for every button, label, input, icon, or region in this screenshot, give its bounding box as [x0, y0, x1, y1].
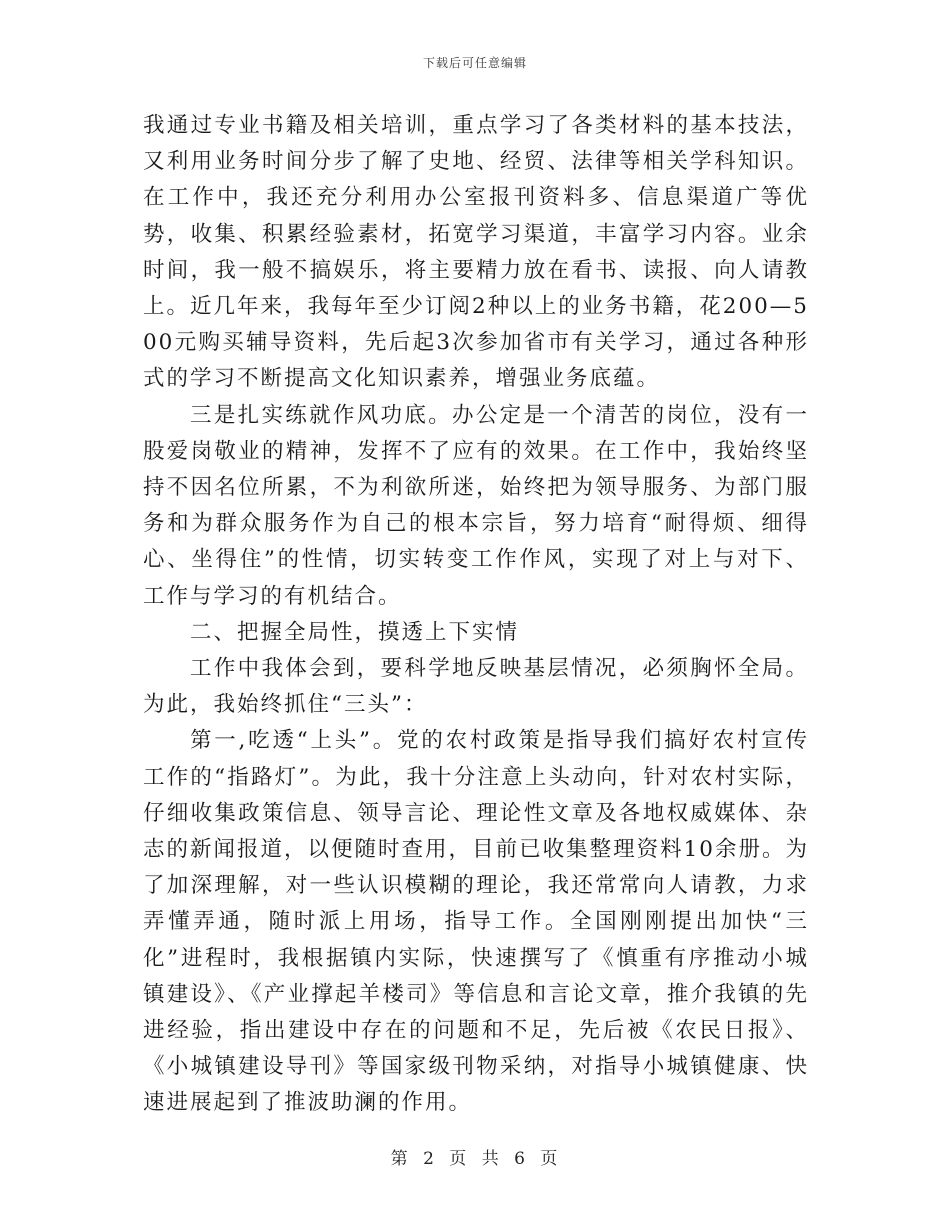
page-number-total-word: 共 — [481, 1149, 501, 1169]
page-number-prefix: 第 — [390, 1149, 410, 1169]
page-number-suffix: 页 — [540, 1149, 560, 1169]
page-header — [0, 54, 950, 71]
paragraph-three-heads-intro: 工作中我体会到，要科学地反映基层情况，必须胸怀全局。为此，我始终抓住“三头”： — [143, 656, 809, 718]
paragraph-first-head: 第一,吃透“上头”。党的农村政策是指导我们搞好农村宣传工作的“指路灯”。为此，我十分注意上头动向，针对农村实际，仔细收集政策信息、领导言论、理论性文章及各地权威媒体、杂志的新闻报道，以便随时查用，目前已收集整理资料10余册。为了加深理解，对一些认识模糊的理论，我还常常向人请教，力求弄懂弄通，随时派上用场，指导工作。全国刚刚提出加快“三化”进程时，我根据镇内实际，快速撰写了《慎重有序推动小城镇建设》、《产业撑起羊楼司》等信息和言论文章，推介我镇的先进经验，指出建设中存在的问题和不足，先后被《农民日报》、《小城镇建设导刊》等国家级刊物采纳，对指导小城镇健康、快速进展起到了推波助澜的作用。 — [143, 728, 809, 1116]
document-body — [143, 108, 809, 1122]
page-number-page-word: 页 — [449, 1149, 469, 1169]
paragraph-work-style: 三是扎实练就作风功底。办公定是一个清苦的岗位，没有一股爱岗敬业的精神，发挥不了应有的效果。在工作中，我始终坚持不因名位所累，不为利欲所迷，始终把为领导服务、为部门服务和为群众服务作为自己的根本宗旨，努力培育“耐得烦、细得心、坐得住”的性情，切实转变工作作风，实现了对上与对下、工作与学习的有机结合。 — [143, 402, 809, 609]
page-footer — [0, 1144, 950, 1169]
paragraph-continued-study: 我通过专业书籍及相关培训，重点学习了各类材料的基本技法，又利用业务时间分步了解了史地、经贸、法律等相关学科知识。在工作中，我还充分利用办公室报刊资料多、信息渠道广等优势，收集、积累经验素材，拓宽学习渠道，丰富学习内容。业余时间，我一般不搞娱乐，将主要精力放在看书、读报、向人请教上。近几年来，我每年至少订阅2种以上的业务书籍，花200—500元购买辅导资料，先后起3次参加省市有关学习，通过各种形式的学习不断提高文化知识素养，增强业务底蕴。 — [143, 113, 809, 392]
header-note: 下载后可任意编辑 — [422, 56, 527, 70]
page-number-total: 6 — [514, 1149, 527, 1169]
page-number-current: 2 — [423, 1149, 436, 1169]
section-heading-overall: 二、把握全局性，摸透上下实情 — [190, 619, 520, 645]
